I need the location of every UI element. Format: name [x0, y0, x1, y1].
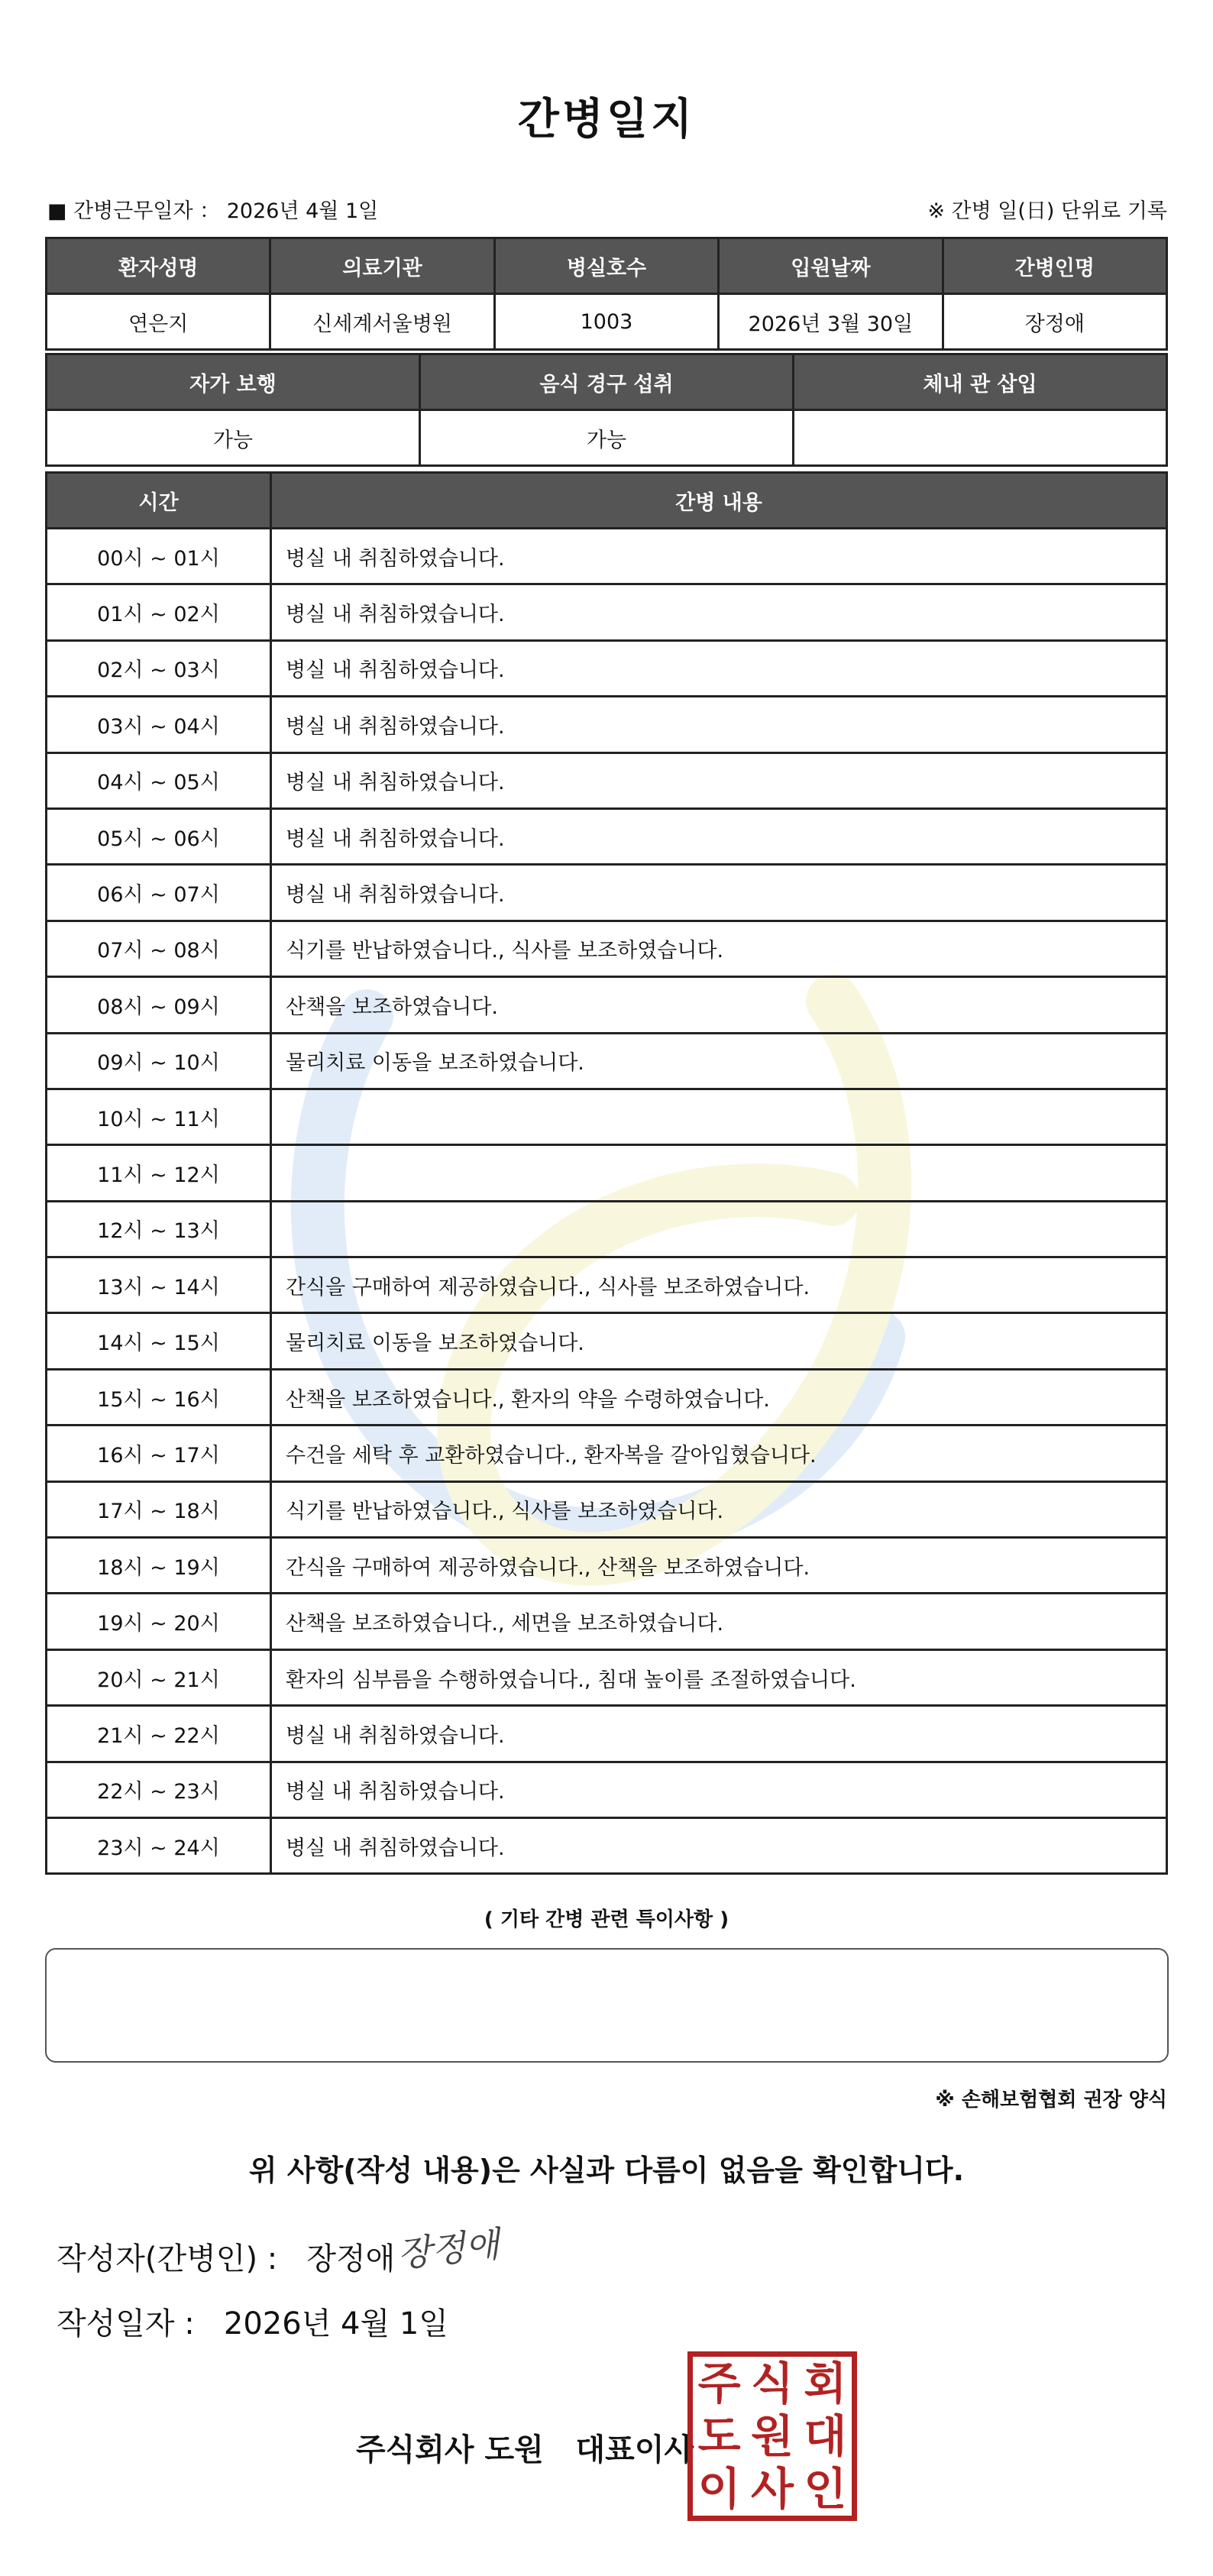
- time-slot: 02시 ~ 03시: [47, 640, 271, 696]
- care-content: 병실 내 취침하였습니다.: [271, 1817, 1167, 1873]
- table-row: [47, 1257, 1167, 1313]
- time-slot: 03시 ~ 04시: [47, 697, 271, 752]
- seal-char: 도: [697, 2409, 741, 2462]
- time-slot: 00시 ~ 01시: [47, 529, 271, 584]
- table-row: [47, 1817, 1167, 1873]
- recommend-note: ※ 손해보험협회 권장 양식: [935, 2089, 1167, 2112]
- company-seal: [687, 2351, 857, 2521]
- table-row: [47, 1538, 1167, 1594]
- table-row: [47, 584, 1167, 640]
- care-content: 병실 내 취침하였습니다.: [271, 1706, 1167, 1762]
- header-time: 시간: [47, 473, 271, 529]
- header-room: 병실호수: [494, 238, 718, 294]
- seal-char: 대: [804, 2409, 847, 2462]
- care-content: 물리치료 이동을 보조하였습니다.: [271, 1313, 1167, 1369]
- header-oral-intake: 음식 경구 섭취: [420, 354, 794, 410]
- time-slot: 04시 ~ 05시: [47, 752, 271, 808]
- table-row: [47, 977, 1167, 1033]
- table-row: [47, 1649, 1167, 1705]
- seal-char: 이: [697, 2463, 741, 2516]
- page-title: 간병일지: [517, 95, 696, 144]
- table-row: [47, 529, 1167, 584]
- time-slot: 11시 ~ 12시: [47, 1145, 271, 1201]
- time-slot: 08시 ~ 09시: [47, 977, 271, 1033]
- care-content: [271, 1145, 1167, 1201]
- header-hospital: 의료기관: [270, 238, 494, 294]
- time-slot: 17시 ~ 18시: [47, 1481, 271, 1537]
- time-slot: 18시 ~ 19시: [47, 1538, 271, 1594]
- table-row: [47, 1089, 1167, 1144]
- time-slot: 10시 ~ 11시: [47, 1089, 271, 1144]
- time-slot: 23시 ~ 24시: [47, 1817, 271, 1873]
- header-caregiver: 간병인명: [943, 238, 1166, 294]
- writer-signature: 장정애: [395, 2223, 502, 2275]
- time-slot: 14시 ~ 15시: [47, 1313, 271, 1369]
- confirm-statement: 위 사항(작성 내용)은 사실과 다름이 없음을 확인합니다.: [248, 2154, 965, 2187]
- table-row: [47, 808, 1167, 864]
- patient-name: 연은지: [47, 294, 270, 350]
- table-row: [47, 1762, 1167, 1817]
- time-slot: 12시 ~ 13시: [47, 1201, 271, 1257]
- seal-char: 원: [750, 2409, 794, 2462]
- time-slot: 19시 ~ 20시: [47, 1594, 271, 1649]
- care-content: 병실 내 취침하였습니다.: [271, 697, 1167, 752]
- table-row: [47, 1426, 1167, 1481]
- care-content: 물리치료 이동을 보조하였습니다.: [271, 1033, 1167, 1089]
- care-content: 병실 내 취침하였습니다.: [271, 1762, 1167, 1817]
- write-date-line: 작성일자 : 2026년 4월 1일: [57, 2306, 448, 2341]
- seal-char: 식: [750, 2357, 794, 2409]
- table-row: [47, 640, 1167, 696]
- care-content: 산책을 보조하였습니다.: [271, 977, 1167, 1033]
- unit-note: ※ 간병 일(日) 단위로 기록: [927, 199, 1167, 223]
- walking-status: 가능: [47, 410, 420, 466]
- time-slot: 21시 ~ 22시: [47, 1706, 271, 1762]
- time-slot: 07시 ~ 08시: [47, 921, 271, 976]
- care-content: 간식을 구매하여 제공하였습니다., 산책을 보조하였습니다.: [271, 1538, 1167, 1594]
- table-row: [47, 1594, 1167, 1649]
- care-content: 식기를 반납하였습니다., 식사를 보조하였습니다.: [271, 921, 1167, 976]
- table-row: [47, 865, 1167, 921]
- care-content: 병실 내 취침하였습니다.: [271, 808, 1167, 864]
- time-slot: 13시 ~ 14시: [47, 1257, 271, 1313]
- patient-status-table: [45, 353, 1168, 467]
- table-row: [47, 1706, 1167, 1762]
- oral-intake-status: 가능: [420, 410, 794, 466]
- special-notes-box: [45, 1948, 1169, 2063]
- time-slot: 20시 ~ 21시: [47, 1649, 271, 1705]
- header-patient-name: 환자성명: [47, 238, 270, 294]
- company-line: 주식회사 도원 대표이사: [356, 2432, 694, 2468]
- header-care-content: 간병 내용: [271, 473, 1167, 529]
- care-content: 병실 내 취침하였습니다.: [271, 865, 1167, 921]
- time-slot: 16시 ~ 17시: [47, 1426, 271, 1481]
- caregiver-name: 장정애: [943, 294, 1166, 350]
- care-content: 산책을 보조하였습니다., 환자의 약을 수령하였습니다.: [271, 1369, 1167, 1425]
- room-number: 1003: [494, 294, 718, 350]
- seal-char: 인: [804, 2463, 847, 2516]
- time-slot: 01시 ~ 02시: [47, 584, 271, 640]
- header-walking: 자가 보행: [47, 354, 420, 410]
- seal-char: 사: [750, 2463, 794, 2516]
- seal-char: 회: [804, 2357, 847, 2409]
- care-content: 수건을 세탁 후 교환하였습니다., 환자복을 갈아입혔습니다.: [271, 1426, 1167, 1481]
- writer-line: 작성자(간병인) : 장정애: [57, 2241, 396, 2277]
- care-content: 병실 내 취침하였습니다.: [271, 584, 1167, 640]
- table-row: [47, 1201, 1167, 1257]
- table-row: [47, 1369, 1167, 1425]
- seal-char: 주: [697, 2357, 741, 2409]
- care-content: 식기를 반납하였습니다., 식사를 보조하였습니다.: [271, 1481, 1167, 1537]
- hospital-name: 신세계서울병원: [270, 294, 494, 350]
- care-content: 병실 내 취침하였습니다.: [271, 752, 1167, 808]
- table-row: [47, 1313, 1167, 1369]
- table-row: [47, 921, 1167, 976]
- special-notes-title: ( 기타 간병 관련 특이사항 ): [484, 1908, 729, 1931]
- care-content: [271, 1201, 1167, 1257]
- care-content: [271, 1089, 1167, 1144]
- care-content: 환자의 심부름을 수행하였습니다., 침대 높이를 조절하였습니다.: [271, 1649, 1167, 1705]
- time-slot: 15시 ~ 16시: [47, 1369, 271, 1425]
- time-slot: 22시 ~ 23시: [47, 1762, 271, 1817]
- care-content: 간식을 구매하여 제공하였습니다., 식사를 보조하였습니다.: [271, 1257, 1167, 1313]
- table-row: [47, 1481, 1167, 1537]
- table-row: [47, 1145, 1167, 1201]
- work-date: ■ 간병근무일자 ： 2026년 4월 1일: [47, 199, 379, 223]
- table-row: [47, 1033, 1167, 1089]
- time-slot: 05시 ~ 06시: [47, 808, 271, 864]
- admission-date: 2026년 3월 30일: [719, 294, 943, 350]
- header-tube: 체내 관 삽입: [794, 354, 1167, 410]
- time-slot: 06시 ~ 07시: [47, 865, 271, 921]
- care-log-table: [45, 471, 1168, 1875]
- care-content: 병실 내 취침하였습니다.: [271, 640, 1167, 696]
- time-slot: 09시 ~ 10시: [47, 1033, 271, 1089]
- table-row: [47, 752, 1167, 808]
- care-content: 산책을 보조하였습니다., 세면을 보조하였습니다.: [271, 1594, 1167, 1649]
- table-row: [47, 697, 1167, 752]
- header-admission-date: 입원날짜: [719, 238, 943, 294]
- care-content: 병실 내 취침하였습니다.: [271, 529, 1167, 584]
- tube-status: [794, 410, 1167, 466]
- patient-info-table: [45, 237, 1168, 351]
